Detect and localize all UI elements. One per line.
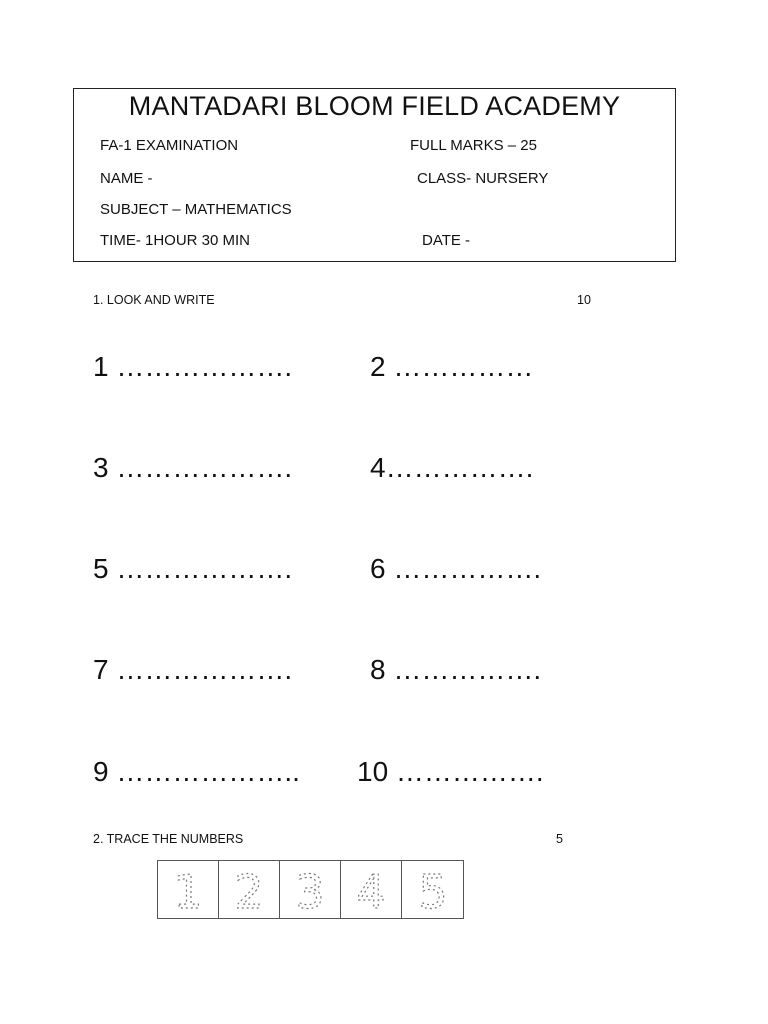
subject-label: SUBJECT – MATHEMATICS (100, 201, 292, 218)
dotted-digit-4 (350, 866, 392, 914)
write-item-9: 9 ……………….. (93, 756, 300, 787)
dotted-digit-3 (289, 866, 331, 914)
question-2-title: 2. TRACE THE NUMBERS (93, 832, 244, 846)
trace-cell-5 (402, 861, 463, 918)
date-label: DATE - (422, 232, 471, 249)
svg-text:4: 4 (356, 865, 386, 914)
write-item-3: 3 ………………. (93, 452, 293, 483)
question-1-marks: 10 (577, 293, 591, 307)
svg-text:1: 1 (173, 865, 203, 914)
write-item-2: 2 …………… (370, 351, 534, 382)
write-item-4: 4……………. (370, 452, 534, 483)
dotted-digit-1 (167, 866, 209, 914)
school-name: MANTADARI BLOOM FIELD ACADEMY (128, 91, 621, 121)
trace-cell-3 (280, 861, 341, 918)
write-item-6: 6 ……………. (370, 553, 542, 584)
write-item-5: 5 ………………. (93, 553, 293, 584)
header-box (73, 88, 676, 262)
question-2-marks: 5 (556, 832, 563, 846)
name-label: NAME - (100, 170, 153, 187)
time-label: TIME- 1HOUR 30 MIN (100, 232, 251, 249)
question-1-title: 1. LOOK AND WRITE (93, 293, 215, 307)
trace-cell-2 (219, 861, 280, 918)
exam-label: FA-1 EXAMINATION (100, 137, 239, 154)
write-item-7: 7 ………………. (93, 654, 293, 685)
dotted-digit-2 (228, 866, 270, 914)
dotted-digit-5 (412, 866, 454, 914)
svg-text:3: 3 (295, 865, 325, 914)
write-item-10: 10 ……………. (357, 756, 544, 787)
trace-cell-4 (341, 861, 402, 918)
write-item-1: 1 ………………. (93, 351, 293, 382)
trace-numbers-grid (157, 860, 464, 919)
class-label: CLASS- NURSERY (417, 170, 549, 187)
full-marks-label: FULL MARKS – 25 (410, 137, 537, 154)
svg-text:5: 5 (417, 865, 448, 914)
svg-text:2: 2 (234, 865, 264, 914)
trace-cell-1 (158, 861, 219, 918)
write-item-8: 8 ……………. (370, 654, 542, 685)
